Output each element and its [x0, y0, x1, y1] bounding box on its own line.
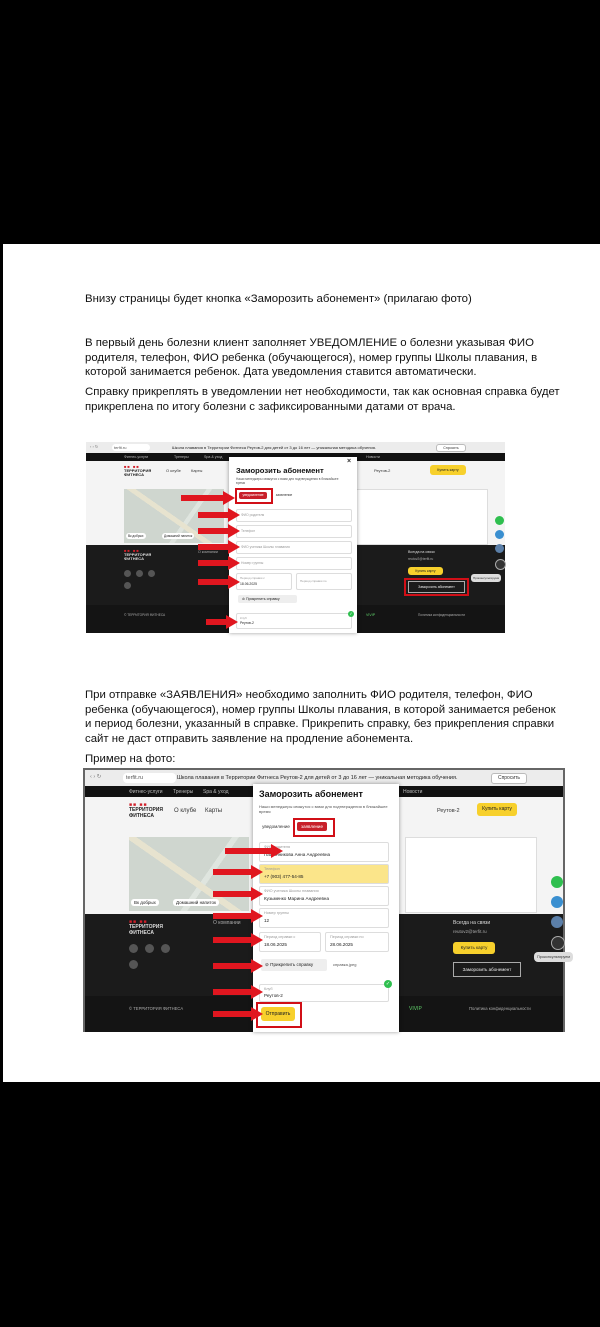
child-name-field[interactable]: ФИО ученика Школы плавания	[236, 541, 352, 554]
footer-about[interactable]: О компании	[198, 550, 218, 554]
footer-email-2[interactable]: reutov2@terfit.ru	[453, 929, 487, 934]
checkmark-icon: ✓	[349, 611, 353, 616]
modal-description-2: Наши менеджеры свяжутся с вами для подтверждения в ближайшее время	[259, 804, 388, 814]
paragraph-example: Пример на фото:	[85, 753, 176, 765]
footer-policy[interactable]: Политика конфиденциальности	[418, 613, 466, 617]
nav-fitness-2[interactable]: Фитнес-услуги	[129, 789, 163, 795]
map-tag-2-2: Домашний напиток	[173, 899, 219, 906]
checkmark-icon-2: ✓	[385, 981, 391, 987]
footer-copy: © ТЕРРИТОРИЯ ФИТНЕСА	[124, 613, 166, 617]
phone-field-2[interactable]: Телефон +7 (903) 477-54-85	[259, 864, 389, 884]
footer-about-2[interactable]: О компании	[213, 920, 241, 926]
attach-certificate-button-2[interactable]: ⊘ Прикрепить справку	[261, 959, 327, 971]
footer-logo: ■■ ■■ ТЕРРИТОРИЯ ФИТНЕСА	[124, 548, 152, 562]
period-from-field[interactable]: Период справки с 18.06.2025	[236, 573, 292, 590]
paperclip-icon: ⊘	[242, 597, 246, 601]
highlight-notice-tab	[235, 488, 273, 504]
modal-title-2: Заморозить абонемент	[259, 789, 363, 799]
footer-buy-button[interactable]: Купить карту	[408, 567, 443, 575]
menu-cards-2[interactable]: Карты	[205, 808, 223, 814]
period-to-field[interactable]: Период справки по	[296, 573, 352, 590]
info-panel-2	[405, 837, 537, 913]
vk-float-icon[interactable]	[495, 544, 504, 553]
chat-hint-2[interactable]: Проконсультируем	[534, 952, 573, 962]
highlight-freeze-button	[404, 578, 469, 596]
browser-nav-icons: ‹ › ↻	[90, 444, 99, 449]
vk-float-icon-2[interactable]	[551, 916, 563, 928]
group-number-field[interactable]: Номер группы	[236, 557, 352, 570]
footer-contact-title-2: Всегда на связи	[453, 920, 491, 926]
modal-description: Наши менеджеры свяжутся с вами для подтверждения в ближайшее время	[236, 477, 339, 485]
logo-mark-icon-2: ■■ ■■	[129, 802, 148, 808]
attached-file-name: справка.jpeg	[333, 962, 357, 967]
freeze-modal	[229, 457, 357, 633]
vk-icon[interactable]	[124, 570, 131, 577]
footer-buy-button-2[interactable]: Купить карту	[453, 942, 495, 954]
tab-title: Школа плавания в Территории Фитнеса Реутов-2 для детей от 3 до 16 лет — уникальная методика обучения.	[172, 445, 377, 450]
child-name-field-2[interactable]: ФИО ученика Школы плавания Кузьменко Марина Андреевна	[259, 886, 389, 906]
freeze-subscription-button[interactable]: Заморозить абонемент	[408, 581, 465, 593]
site-logo-2: ■■ ■■ ТЕРРИТОРИЯ ФИТНЕСА	[129, 802, 163, 819]
buy-card-button-2[interactable]: Купить карту	[477, 803, 517, 816]
period-from-field-2[interactable]: Период справки с 18.06.2025	[259, 932, 321, 952]
paragraph-intro: Внизу страницы будет кнопка «Заморозить абонемент» (прилагаю фото)	[85, 293, 472, 305]
modal-close-icon[interactable]: ×	[347, 458, 352, 465]
nav-trainers-2[interactable]: Тренеры	[173, 789, 194, 795]
paragraph-statement: При отправке «ЗАЯВЛЕНИЯ» необходимо заполнить ФИО родителя, телефон, ФИО ребенка (обучающегося), номер группы Школы плавания, в которой занимается ребенок и период болезни, указанный в справке. Прикрепить справку, без прикрепления справки сайт не даст отправить заявление на продление абонемента.	[85, 689, 556, 745]
freeze-subscription-button-2[interactable]: Заморозить абонемент	[453, 962, 521, 977]
club-select[interactable]: Реутов-2	[374, 468, 391, 473]
club-select-2[interactable]: Реутов-2	[437, 808, 460, 814]
close-float-icon-2[interactable]	[551, 936, 565, 950]
footer-email[interactable]: reutov2@terfit.ru	[408, 557, 434, 561]
nav-fitness[interactable]: Фитнес-услуги	[124, 455, 149, 459]
menu-about-2[interactable]: О клубе	[174, 808, 197, 814]
site-logo: ■■ ■■ ТЕРРИТОРИЯ ФИТНЕСА	[124, 464, 152, 478]
tab-title-2: Школа плавания в Территории Фитнеса Реутов-2 для детей от 3 до 16 лет — уникальная методика обучения.	[177, 775, 458, 781]
tab-statement[interactable]: заявление	[275, 493, 293, 497]
club-select-field[interactable]: Клуб Реутов-2	[236, 613, 352, 629]
menu-cards[interactable]: Карты	[191, 468, 203, 473]
attach-certificate-button[interactable]: ⊘ Прикрепить справку	[238, 595, 297, 603]
whatsapp-icon-2[interactable]	[551, 876, 563, 888]
telegram-float-icon[interactable]	[495, 530, 504, 539]
document-page	[3, 244, 600, 1082]
whatsapp-icon[interactable]	[495, 516, 504, 525]
nav-trainers[interactable]: Тренеры	[174, 455, 189, 459]
phone-field[interactable]: Телефон	[236, 525, 352, 538]
footer-brand: VIVIP	[366, 613, 376, 617]
telegram-float-icon-2[interactable]	[551, 896, 563, 908]
screenshot-notice-form	[86, 442, 505, 633]
close-float-icon[interactable]	[495, 559, 506, 570]
youtube-icon-2[interactable]	[145, 944, 154, 953]
tab-statement-2[interactable]: заявление	[297, 822, 327, 831]
map-tag-2: Домашний напиток	[164, 534, 193, 538]
nav-news-2[interactable]: Новости	[403, 789, 423, 795]
tiktok-icon-2[interactable]	[161, 944, 170, 953]
footer-policy-2[interactable]: Политика конфиденциальности	[469, 1006, 531, 1011]
footer-logo-2: ■■ ■■ ТЕРРИТОРИЯ ФИТНЕСА	[129, 919, 163, 936]
footer-logo-mark-icon-2: ■■ ■■	[129, 919, 148, 925]
url-bar-2[interactable]: terfit.ru	[123, 773, 176, 783]
logo-mark-icon: ■■ ■■	[124, 464, 140, 469]
telegram-icon[interactable]	[124, 582, 131, 589]
paperclip-icon-2: ⊘	[265, 962, 269, 967]
screenshot-statement-form	[83, 768, 570, 1032]
paragraph-certificate: Справку прикреплять в уведомлении нет необходимости, так как основная справка будет прикреплена по итогу болезни с зафиксированными датами от врача.	[85, 386, 560, 413]
tiktok-icon[interactable]	[148, 570, 155, 577]
browser-chrome	[86, 442, 505, 453]
menu-about[interactable]: О клубе	[166, 468, 181, 473]
footer-logo-mark-icon: ■■ ■■	[124, 548, 140, 553]
map-tag-1: Вк добрых	[128, 534, 144, 538]
nav-spa[interactable]: Spa & уход	[204, 455, 223, 459]
yandex-ask-button-2[interactable]: Спросить	[491, 773, 527, 784]
submit-button[interactable]: Отправить	[261, 1007, 295, 1021]
freeze-modal-2	[253, 784, 399, 1032]
info-panel	[356, 489, 488, 545]
highlight-statement-tab	[293, 818, 335, 837]
period-to-field-2[interactable]: Период справки по 28.06.2025	[325, 932, 389, 952]
nav-news[interactable]: Новости	[366, 455, 380, 459]
nav-spa-2[interactable]: Spa & уход	[203, 789, 229, 795]
footer-contact-title: Всегда на связи	[408, 550, 435, 554]
yandex-ask-button[interactable]: Спросить	[436, 444, 466, 452]
url-bar[interactable]: terfit.ru	[112, 444, 150, 451]
footer-copy-2: © ТЕРРИТОРИЯ ФИТНЕСА	[129, 1006, 184, 1011]
modal-title: Заморозить абонемент	[236, 466, 324, 475]
map-tag-1-2: Вк добрых	[131, 899, 159, 906]
club-select-field-2[interactable]: Клуб Реутов-2	[259, 984, 389, 1002]
group-number-field-2[interactable]: Номер группы 12	[259, 908, 389, 928]
footer-brand-2: VIVIP	[409, 1006, 422, 1012]
telegram-icon-2[interactable]	[129, 960, 138, 969]
parent-name-field-2[interactable]: ФИО родителя Пашинникова Анна Андреевна	[259, 842, 389, 862]
chat-hint[interactable]: Проконсультируем	[473, 576, 500, 580]
youtube-icon[interactable]	[136, 570, 143, 577]
tab-notice-2[interactable]: уведомление	[262, 824, 290, 829]
parent-name-field[interactable]: ФИО родителя	[236, 509, 352, 522]
browser-nav-icons-2: ‹ › ↻	[90, 774, 102, 780]
tab-notice[interactable]: уведомление	[239, 492, 267, 499]
vk-icon-2[interactable]	[129, 944, 138, 953]
paragraph-notice: В первый день болезни клиент заполняет УВЕДОМЛЕНИЕ о болезни указывая ФИО родителя, телефон, ФИО ребенка (обучающегося), номер группы Школы плавания, в которой занимается ребенок. Дата уведомления ставится автоматически.	[85, 337, 538, 379]
buy-card-button[interactable]: Купить карту	[430, 465, 466, 475]
